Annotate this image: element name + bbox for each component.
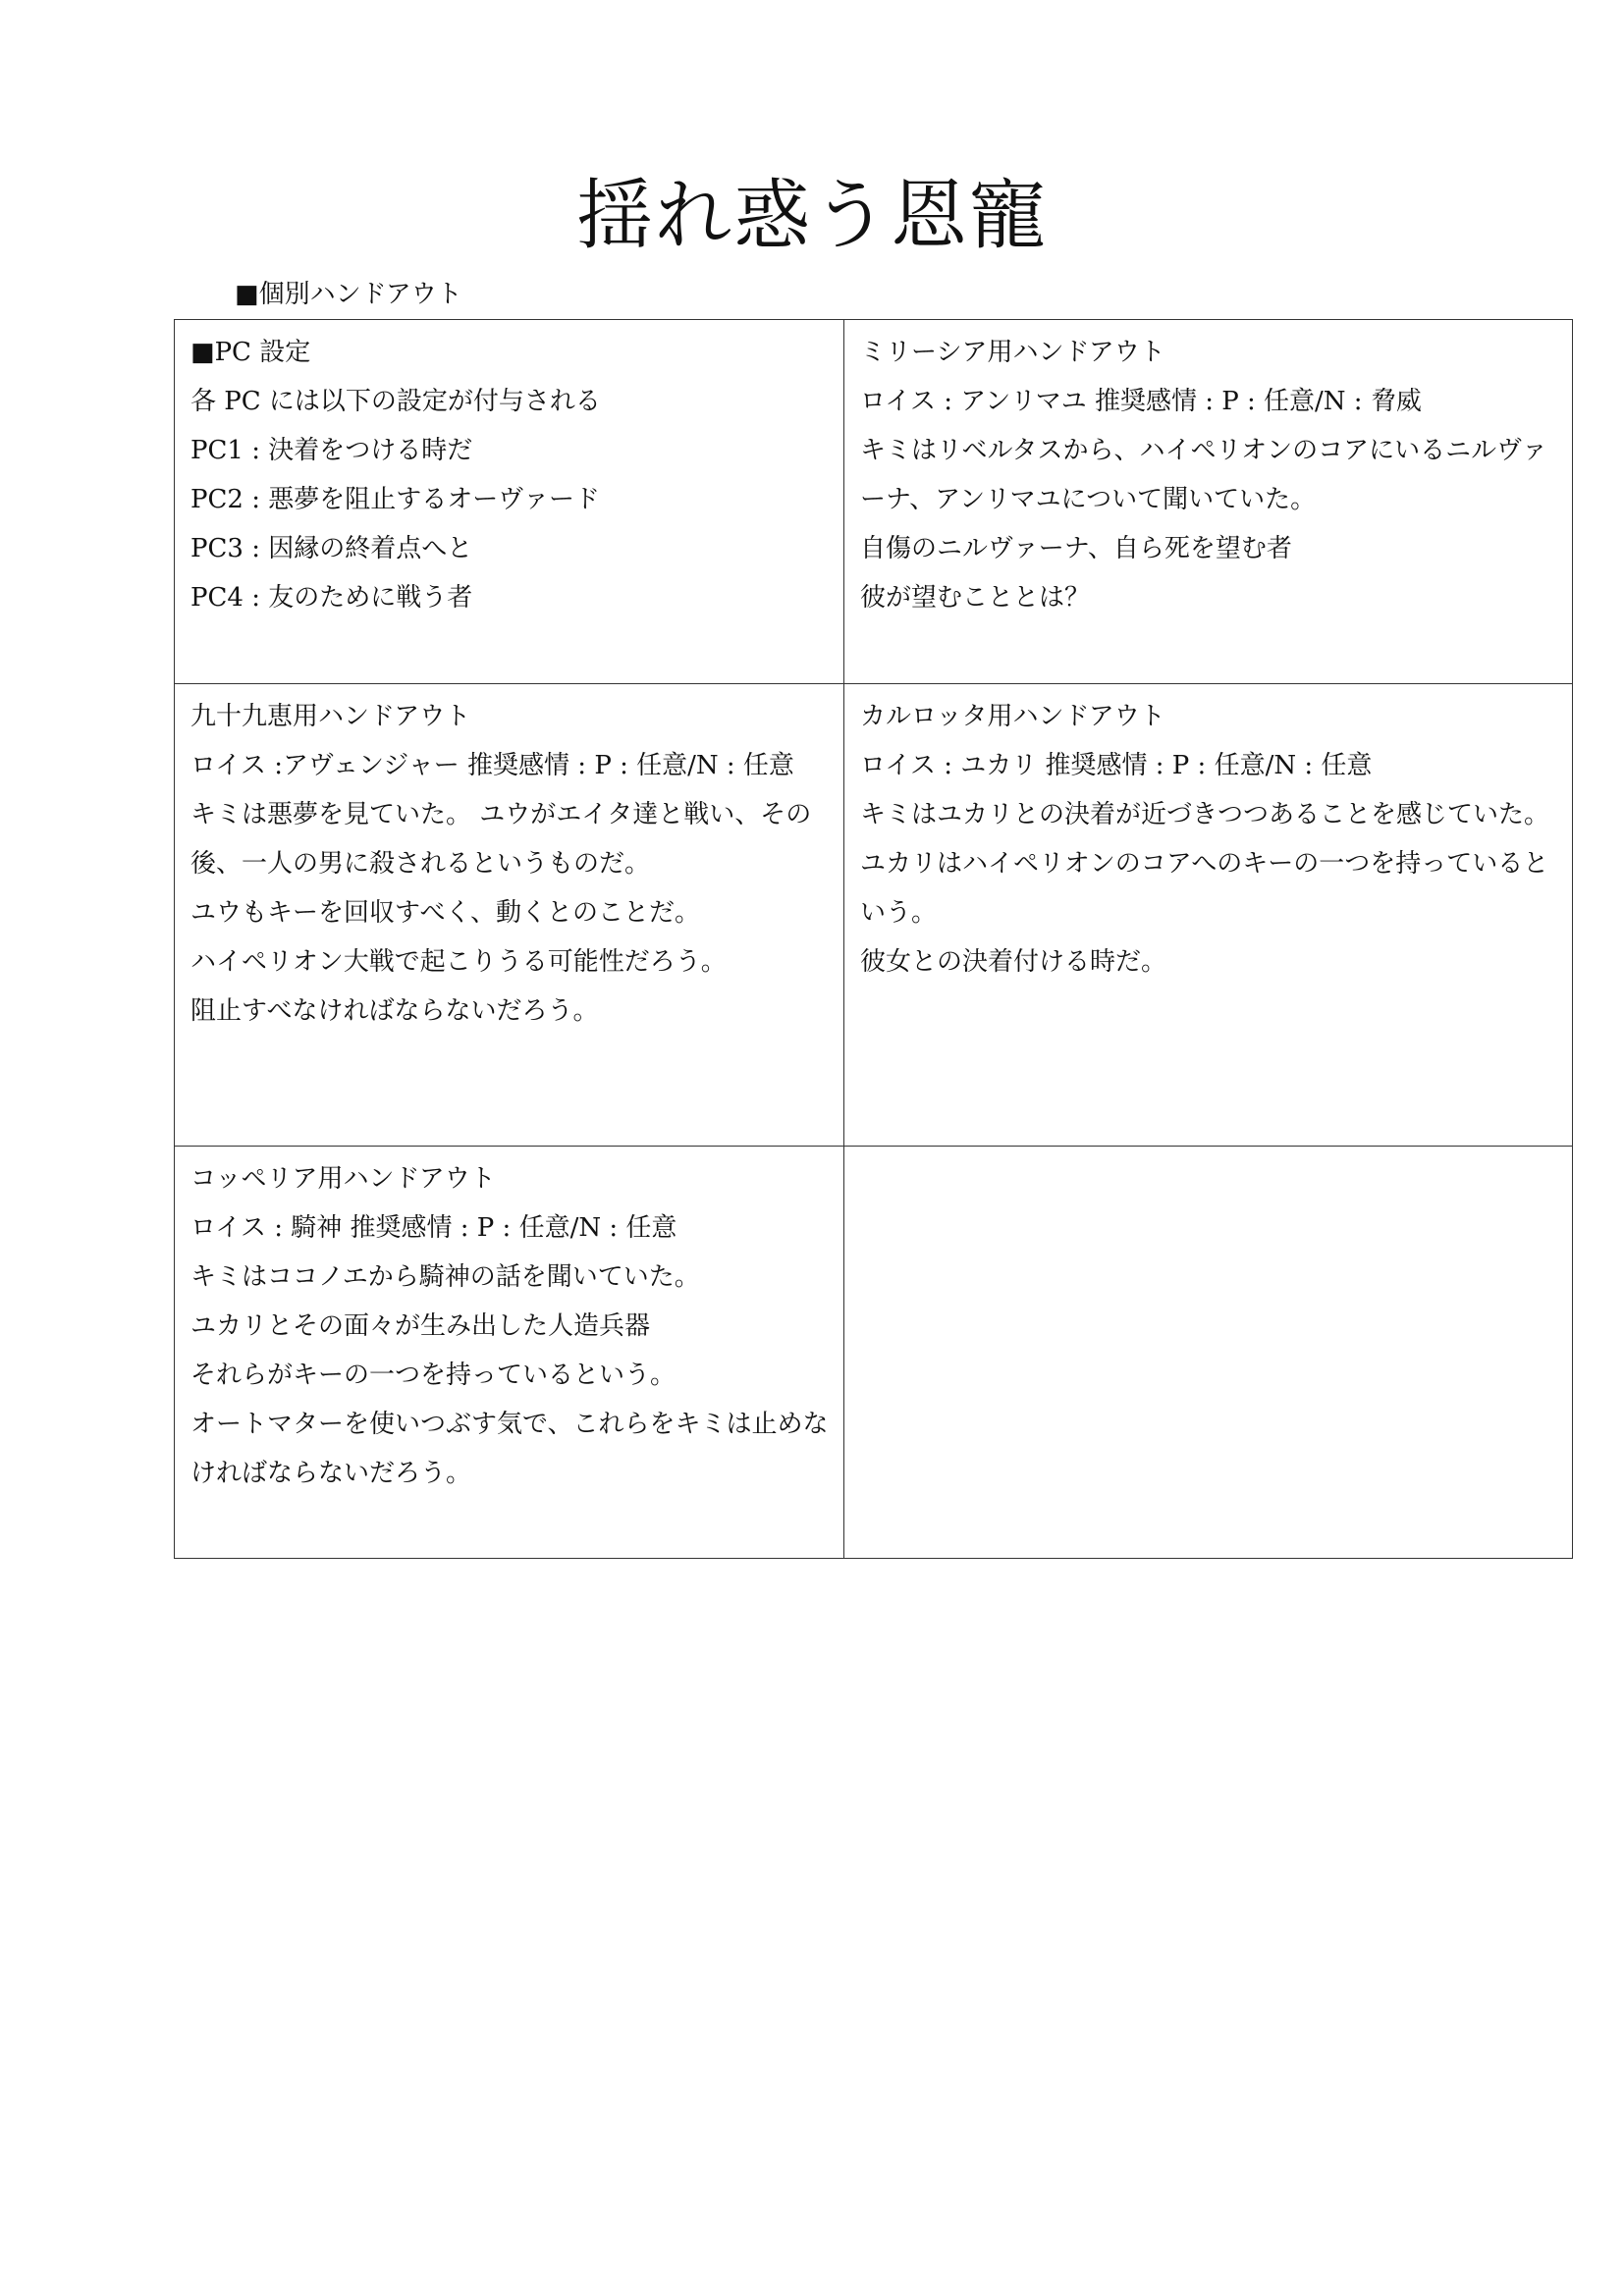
handout-cell-tsukumo [175,684,844,1147]
pc2-setting: PC2 : 悪夢を阻止するオーヴァード [190,485,600,514]
table-row [175,1147,1573,1559]
handout-lois: ロイス : ユカリ 推奨感情 : P : 任意/N : 任意 [860,751,1373,780]
handout-text: 自傷のニルヴァーナ、自ら死を望む者 [860,534,1292,563]
handout-text: 彼が望むこととは？ [860,583,1091,613]
section-heading: ■個別ハンドアウト [235,280,462,309]
handout-cell-mirisia [844,320,1573,684]
pc4-setting: PC4 : 友のために戦う者 [190,583,473,613]
handout-text: ユウもキーを回収すべく、動くとのことだ。 [190,898,700,928]
handout-lois: ロイス : アンリマユ 推奨感情 : P : 任意/N : 脅威 [860,387,1422,416]
pc-settings-cell [175,320,844,684]
handout-lois: ロイス :アヴェンジャー 推奨感情 : P : 任意/N : 任意 [190,751,794,780]
handout-title: カルロッタ用ハンドアウト [860,702,1165,731]
pc3-setting: PC3 : 因縁の終着点へと [190,534,473,563]
handout-cell-carlotta [844,684,1573,1147]
table-row [175,684,1573,1147]
handout-lois: ロイス : 騎神 推奨感情 : P : 任意/N : 任意 [190,1213,677,1243]
handout-text: キミはリベルタスから、ハイペリオンのコアにいるニルヴァーナ、アンリマユについて聞いていた。 [860,436,1547,514]
handout-table [174,319,1573,1559]
pc-settings-intro: 各 PC には以下の設定が付与される [190,387,601,416]
handout-title: 九十九恵用ハンドアウト [190,702,471,731]
handout-text: オートマターを使いつぶす気で、これらをキミは止めなければならないだろう。 [190,1410,829,1488]
handout-text: それらがキーの一つを持っているという。 [190,1361,677,1390]
handout-text: ユカリはハイペリオンのコアへのキーの一つを持っているという。 [860,849,1549,928]
table-row [175,320,1573,684]
handout-title: ミリーシア用ハンドアウト [860,338,1165,367]
handout-text: キミはユカリとの決着が近づきつつあることを感じていた。 [860,800,1550,829]
handout-text: 阻止すべなければならないだろう。 [190,996,599,1026]
pc-settings-heading: ■PC 設定 [190,338,311,367]
handout-text: ユカリとその面々が生み出した人造兵器 [190,1311,651,1341]
handout-text: ハイペリオン大戦で起こりうる可能性だろう。 [190,947,727,977]
document-title: 揺れ惑う恩寵 [575,172,1048,261]
handout-text: 彼女との決着付ける時だ。 [860,947,1167,977]
handout-cell-coppelia [175,1147,844,1559]
handout-text: キミは悪夢を見ていた。 ユウがエイタ達と戦い、その後、一人の男に殺されるというものだ。 [190,800,812,879]
handout-title: コッペリア用ハンドアウト [190,1164,496,1194]
empty-cell [844,1147,1573,1559]
pc1-setting: PC1 : 決着をつける時だ [190,436,473,465]
handout-text: キミはココノエから騎神の話を聞いていた。 [190,1262,700,1292]
